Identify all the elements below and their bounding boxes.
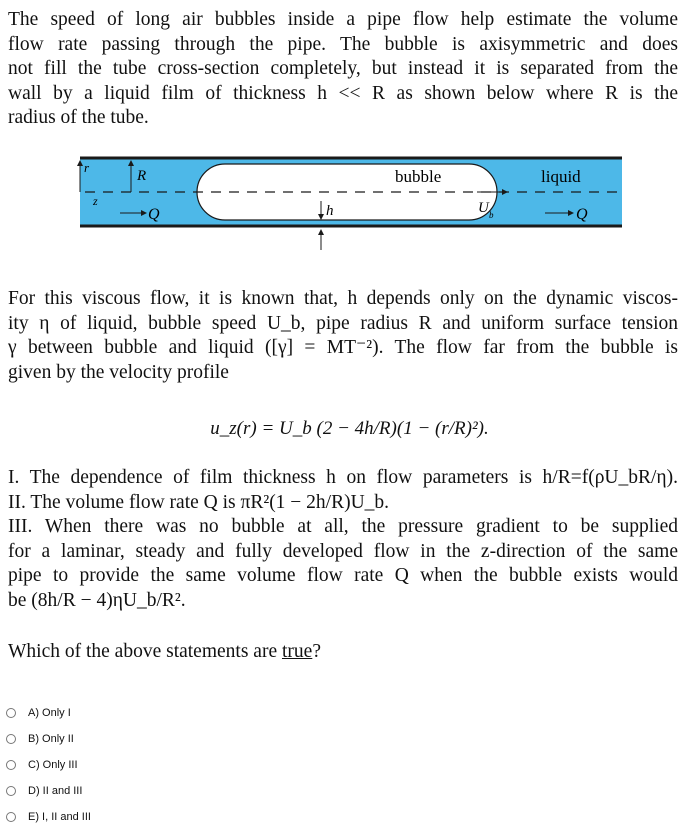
intro-line: flow rate passing through the pipe. The bubble is axisymmetric and does [8, 33, 678, 55]
intro-line: radius of the tube. [8, 107, 149, 128]
Q-right-label: Q [576, 206, 588, 223]
flow-line: γ between bubble and liquid ([γ] = MT⁻²). The flow far from the bubble is [8, 337, 678, 358]
statement-III-line: be (8h/R − 4)ηU_b/R². [8, 589, 186, 611]
statement-III-line: III. When there was no bubble at all, the pressure gradient to be supplied [8, 516, 678, 537]
r-label: r [84, 160, 90, 175]
bubble-label: bubble [395, 167, 442, 186]
h-arrowhead-up [318, 229, 324, 235]
intro-line: not fill the tube cross-section completely, but instead it is separated from the [8, 58, 678, 79]
radio-button[interactable] [6, 812, 16, 822]
z-label: z [93, 194, 98, 208]
option-label: B) Only II [28, 733, 74, 745]
intro-line: wall by a liquid film of thickness h << R as shown below where R is the [8, 82, 678, 104]
flow-line: ity η of liquid, bubble speed U_b, pipe radius R and uniform surface tension [8, 312, 678, 334]
question-suffix: ? [312, 641, 321, 662]
answer-options [6, 700, 91, 830]
statement-III-line: pipe to provide the same volume flow rate Q when the bubble exists would [8, 565, 678, 586]
h-label: h [326, 203, 334, 219]
equation-text: u_z(r) = U_b (2 − 4h/R)(1 − (r/R)²). [210, 418, 489, 439]
option-c[interactable] [6, 752, 91, 778]
option-d[interactable] [6, 778, 91, 804]
question-line [8, 640, 678, 665]
radio-button[interactable] [6, 760, 16, 770]
statement-II: II. The volume flow rate Q is πR²(1 − 2h/R)U_b. [8, 491, 390, 513]
radio-button[interactable] [6, 786, 16, 796]
Ub-subscript: b [489, 210, 494, 220]
question-prefix: Which of the above statements are [8, 641, 282, 662]
Q-left-label: Q [148, 206, 160, 223]
statement-III-line: for a laminar, steady and fully developed flow in the z-direction of the same [8, 540, 678, 562]
bubble-pipe-diagram [0, 0, 699, 260]
option-label: D) II and III [28, 785, 83, 797]
intro-line: The speed of long air bubbles inside a pipe flow help estimate the volume [8, 9, 678, 30]
option-e[interactable] [6, 804, 91, 830]
option-label: E) I, II and III [28, 811, 91, 823]
radio-button[interactable] [6, 734, 16, 744]
flow-line: given by the velocity profile [8, 361, 229, 383]
question [8, 640, 678, 665]
option-b[interactable] [6, 726, 91, 752]
statement-I: I. The dependence of film thickness h on flow parameters is h/R=f(ρU_bR/η). [8, 467, 678, 488]
liquid-label: liquid [541, 167, 581, 186]
velocity-profile-equation [0, 402, 699, 458]
question-emphasis: true [281, 641, 313, 662]
radio-button[interactable] [6, 708, 16, 718]
Ub-label: U [478, 200, 489, 216]
statements-block [8, 466, 678, 613]
flow-line: For this viscous flow, it is known that, h depends only on the dynamic viscos- [8, 288, 678, 309]
flow-paragraph [8, 287, 678, 385]
option-label: C) Only III [28, 759, 78, 771]
option-a[interactable] [6, 700, 91, 726]
R-label: R [137, 168, 147, 184]
option-label: A) Only I [28, 707, 71, 719]
